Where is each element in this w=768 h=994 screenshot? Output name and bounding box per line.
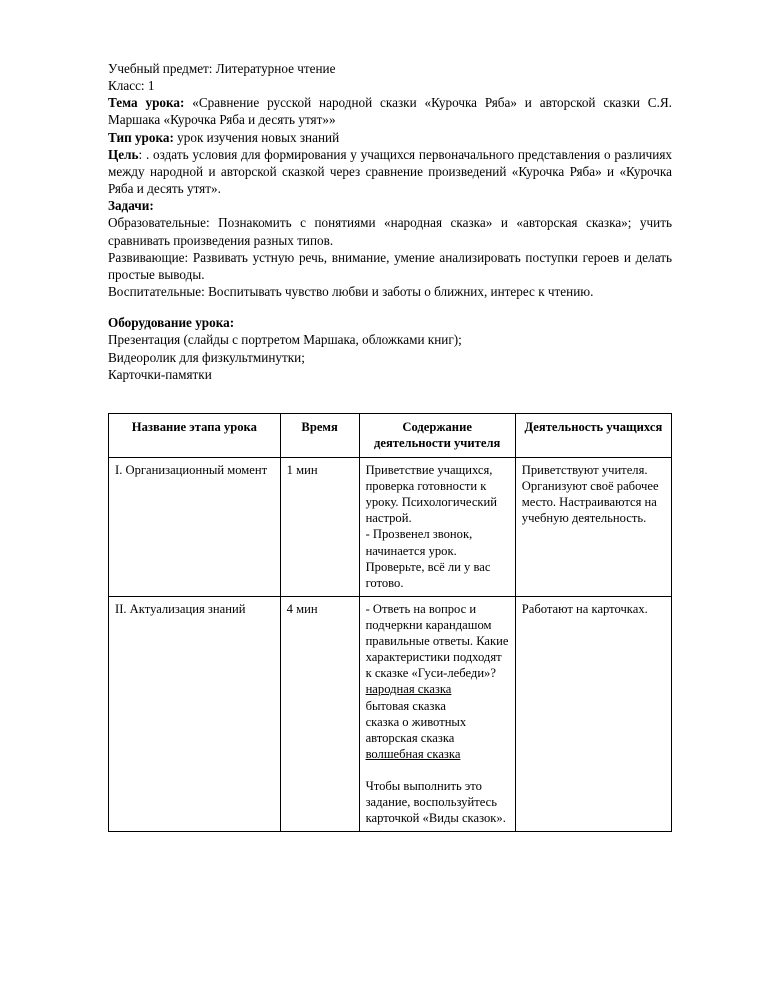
row-2-option-4: авторская сказка (365, 730, 455, 745)
column-header-time: Время (280, 413, 359, 457)
row-1-time: 1 мин (280, 458, 359, 597)
row-2-teacher-activity (359, 596, 515, 832)
lesson-plan-table (108, 413, 672, 833)
row-1-teacher-activity (359, 458, 515, 597)
table-row (109, 596, 672, 832)
intro-value-class: 1 (147, 78, 155, 94)
equipment-item-cards: Карточки-памятки (108, 366, 212, 382)
intro-label-topic: Тема урока: (108, 95, 193, 111)
row-2-stage: II. Актуализация знаний (109, 596, 281, 832)
equipment-heading: Оборудование урока: (108, 315, 235, 331)
row-2-time: 4 мин (280, 596, 359, 832)
row-1-stage: I. Организационный момент (109, 458, 281, 597)
row-1-pupil-line-1: Приветствуют учителя. Организуют своё рабочее место. Настраиваются на учебную деятельность. (521, 463, 659, 526)
intro-label-class: Класс: (108, 78, 148, 94)
column-header-stage: Название этапа урока (109, 413, 281, 457)
intro-line-lesson-type (108, 129, 672, 146)
intro-line-goal (108, 146, 672, 197)
intro-line-class (108, 77, 672, 94)
equipment-item-video: Видеоролик для физкультминутки; (108, 349, 305, 365)
row-1-pupil-activity (515, 458, 671, 597)
intro-label-subject: Учебный предмет: (108, 61, 216, 76)
row-1-teacher-line-2: - Прозвенел звонок, начинается урок. Проверьте, всё ли у вас готово. (365, 527, 491, 590)
intro-value-topic: «Сравнение русской народной сказки «Курочка Ряба» и авторской сказки С.Я. Маршака «Курочка Ряба и десять утят»» (108, 95, 672, 128)
intro-line-educational: Образовательные: Познакомить с понятиями «народная сказка» и «авторская сказка»; учить сравнивать произведения разных типов. (108, 215, 672, 248)
row-2-option-2: бытовая сказка (365, 698, 446, 713)
intro-line-tasks-heading (108, 197, 672, 214)
intro-value-goal: : . оздать условия для формирования у учащихся первоначального представления о различиях между народной и авторской сказкой через сравнение произведений «Курочка Ряба» и «Курочка Ряба и десять утят». (108, 146, 672, 197)
intro-label-goal: Цель (108, 146, 139, 162)
row-2-option-5: волшебная сказка (365, 746, 461, 761)
intro-line-topic (108, 94, 672, 128)
table-row (109, 458, 672, 597)
column-header-pupil-activity: Деятельность учащихся (515, 413, 671, 457)
intro-line-upbringing: Воспитательные: Воспитывать чувство любви и заботы о ближних, интерес к чтению. (108, 284, 594, 300)
intro-value-lesson-type: урок изучения новых знаний (177, 129, 340, 145)
row-2-option-3: сказка о животных (365, 714, 467, 729)
equipment-item-presentation: Презентация (слайды с портретом Маршака, обложками книг); (108, 332, 462, 348)
intro-value-subject: Литературное чтение (215, 61, 336, 76)
column-header-teacher-activity: Содержание деятельности учителя (359, 413, 515, 457)
row-2-teacher-outro: Чтобы выполнить это задание, воспользуйтесь карточкой «Виды сказок». (365, 779, 506, 826)
table-head (109, 413, 672, 457)
intro-line-developing: Развивающие: Развивать устную речь, внимание, умение анализировать поступки героев и делать простые выводы. (108, 249, 672, 282)
row-2-option-1: народная сказка (365, 682, 452, 697)
document-body (108, 60, 672, 832)
intro-label-lesson-type: Тип урока: (108, 129, 178, 145)
table-body (109, 458, 672, 832)
row-1-teacher-line-1: Приветствие учащихся, проверка готовности к уроку. Психологический настрой. (365, 463, 498, 526)
row-2-teacher-intro: - Ответь на вопрос и подчеркни карандашом правильные ответы. Какие характеристики подходят к сказке «Гуси-лебеди»? (365, 601, 509, 681)
intro-label-tasks: Задачи: (108, 198, 154, 214)
row-2-teacher-spacer (366, 762, 509, 778)
table-header-row (109, 413, 672, 457)
intro-line-subject (108, 60, 672, 77)
row-2-pupil-line-1: Работают на карточках. (521, 601, 648, 616)
row-2-pupil-activity (515, 596, 671, 832)
